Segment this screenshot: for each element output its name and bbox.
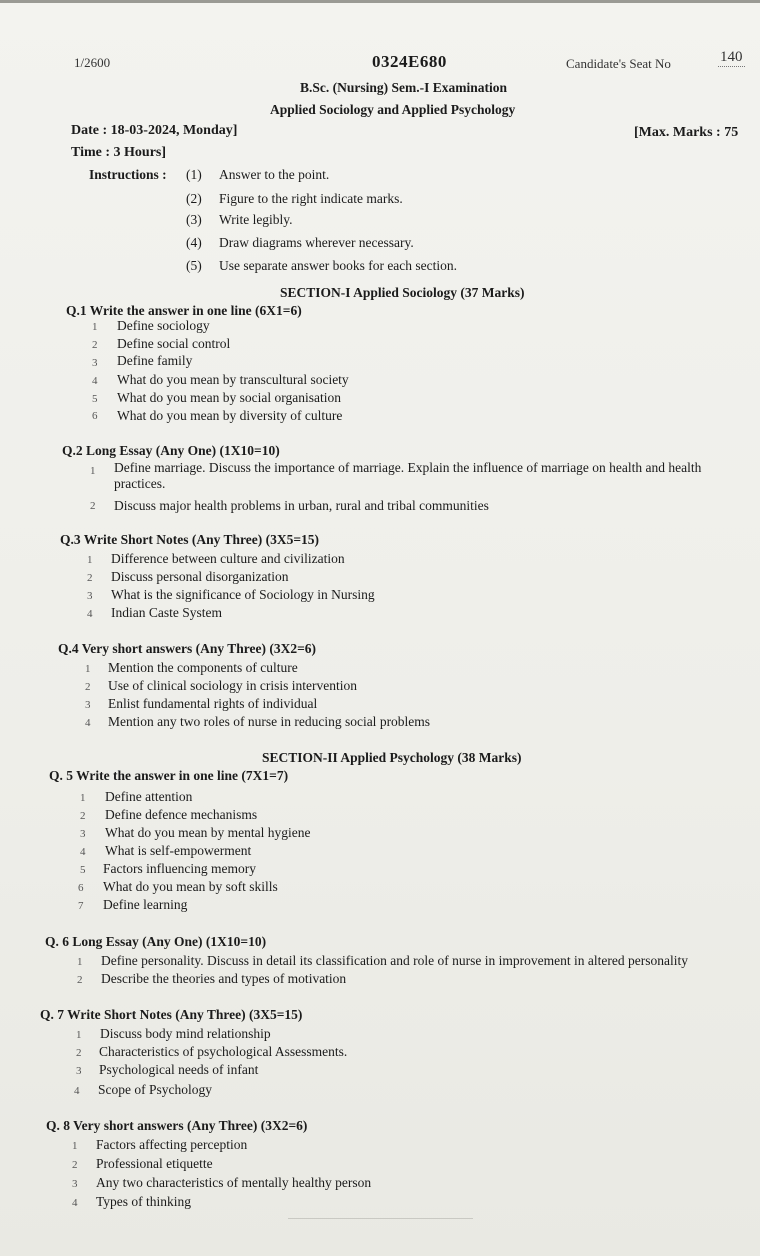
q1-item-6: What do you mean by diversity of culture bbox=[117, 408, 343, 423]
q4-item-4: Mention any two roles of nurse in reducing social problems bbox=[108, 714, 431, 729]
q8-item-1-num: 1 bbox=[72, 1140, 78, 1152]
q6-item-2-num: 2 bbox=[77, 974, 83, 986]
instruction-3: Write legibly. bbox=[219, 212, 293, 227]
q7-item-3: Psychological needs of infant bbox=[99, 1062, 259, 1077]
q4-item-1-num: 1 bbox=[85, 663, 91, 675]
q3-heading: Q.3 Write Short Notes (Any Three) (3X5=15) bbox=[60, 532, 320, 547]
q4-item-1: Mention the components of culture bbox=[108, 660, 298, 675]
q7-item-4-num: 4 bbox=[74, 1085, 80, 1097]
q2-item-1-num: 1 bbox=[90, 465, 96, 477]
q2-heading: Q.2 Long Essay (Any One) (1X10=10) bbox=[62, 443, 280, 458]
q8-item-2: Professional etiquette bbox=[96, 1156, 213, 1171]
q1-item-5: What do you mean by social organisation bbox=[117, 390, 341, 405]
q4-item-3: Enlist fundamental rights of individual bbox=[108, 696, 318, 711]
instruction-3-num: (3) bbox=[186, 212, 202, 227]
scan-edge bbox=[0, 0, 760, 3]
q7-item-1: Discuss body mind relationship bbox=[100, 1026, 271, 1041]
q2-item-1: Define marriage. Discuss the importance of marriage. Explain the influence of marriage on health and health practices. bbox=[114, 460, 702, 491]
q2-item-2-num: 2 bbox=[90, 500, 96, 512]
q1-item-2: Define social control bbox=[117, 336, 231, 351]
exam-date: Date : 18-03-2024, Monday] bbox=[71, 123, 238, 138]
q8-item-3: Any two characteristics of mentally healthy person bbox=[96, 1175, 372, 1190]
q5-item-1: Define attention bbox=[105, 789, 193, 804]
q1-item-2-num: 2 bbox=[92, 339, 98, 351]
q5-item-7-num: 7 bbox=[78, 900, 84, 912]
section-2-title: SECTION-II Applied Psychology (38 Marks) bbox=[262, 750, 522, 765]
q8-item-3-num: 3 bbox=[72, 1178, 78, 1190]
q3-item-1: Difference between culture and civilization bbox=[111, 551, 345, 566]
q3-item-3-num: 3 bbox=[87, 590, 93, 602]
q5-item-5-num: 5 bbox=[80, 864, 86, 876]
q7-heading: Q. 7 Write Short Notes (Any Three) (3X5=15) bbox=[40, 1007, 303, 1022]
q3-item-2: Discuss personal disorganization bbox=[111, 569, 289, 584]
q7-item-2: Characteristics of psychological Assessments. bbox=[99, 1044, 348, 1059]
instruction-1-num: (1) bbox=[186, 167, 202, 182]
q5-item-6-num: 6 bbox=[78, 882, 84, 894]
instruction-5-num: (5) bbox=[186, 258, 202, 273]
instruction-2-num: (2) bbox=[186, 191, 202, 206]
q3-item-3: What is the significance of Sociology in Nursing bbox=[111, 587, 375, 602]
q5-item-3: What do you mean by mental hygiene bbox=[105, 825, 311, 840]
seat-label: Candidate's Seat No bbox=[566, 56, 671, 71]
max-marks: [Max. Marks : 75 bbox=[634, 125, 739, 140]
q5-item-2: Define defence mechanisms bbox=[105, 807, 258, 822]
end-rule bbox=[288, 1218, 473, 1219]
q4-heading: Q.4 Very short answers (Any Three) (3X2=6) bbox=[58, 641, 317, 656]
q2-item-2: Discuss major health problems in urban, rural and tribal communities bbox=[114, 498, 489, 513]
subject-name: Applied Sociology and Applied Psychology bbox=[270, 102, 516, 117]
instruction-5: Use separate answer books for each section. bbox=[219, 258, 458, 273]
q7-item-4: Scope of Psychology bbox=[98, 1082, 212, 1097]
q5-heading: Q. 5 Write the answer in one line (7X1=7) bbox=[49, 768, 289, 783]
instruction-4: Draw diagrams wherever necessary. bbox=[219, 235, 414, 250]
q7-item-1-num: 1 bbox=[76, 1029, 82, 1041]
serial-number: 1/2600 bbox=[74, 55, 111, 70]
seat-number: 140 bbox=[720, 49, 743, 65]
instruction-4-num: (4) bbox=[186, 235, 202, 250]
q4-item-2: Use of clinical sociology in crisis intervention bbox=[108, 678, 357, 693]
q6-item-1: Define personality. Discuss in detail its classification and role of nurse in improvement in altered personality bbox=[101, 953, 688, 968]
q4-item-2-num: 2 bbox=[85, 681, 91, 693]
q3-item-2-num: 2 bbox=[87, 572, 93, 584]
paper-code: 0324E680 bbox=[372, 52, 447, 71]
q3-item-4: Indian Caste System bbox=[111, 605, 222, 620]
q7-item-2-num: 2 bbox=[76, 1047, 82, 1059]
q1-item-4-num: 4 bbox=[92, 375, 98, 387]
q3-item-4-num: 4 bbox=[87, 608, 93, 620]
q4-item-4-num: 4 bbox=[85, 717, 91, 729]
q5-item-5: Factors influencing memory bbox=[103, 861, 256, 876]
q4-item-3-num: 3 bbox=[85, 699, 91, 711]
q1-item-5-num: 5 bbox=[92, 393, 98, 405]
q5-item-2-num: 2 bbox=[80, 810, 86, 822]
q5-item-6: What do you mean by soft skills bbox=[103, 879, 278, 894]
q1-item-6-num: 6 bbox=[92, 410, 98, 422]
q1-heading: Q.1 Write the answer in one line (6X1=6) bbox=[66, 303, 302, 318]
exam-name: B.Sc. (Nursing) Sem.-I Examination bbox=[300, 80, 508, 95]
q5-item-7: Define learning bbox=[103, 897, 188, 912]
q5-item-1-num: 1 bbox=[80, 792, 86, 804]
q6-item-1-num: 1 bbox=[77, 956, 83, 968]
q1-item-3-num: 3 bbox=[92, 357, 98, 369]
instructions-label: Instructions : bbox=[89, 167, 167, 182]
q8-item-4-num: 4 bbox=[72, 1197, 78, 1209]
q7-item-3-num: 3 bbox=[76, 1065, 82, 1077]
q1-item-4: What do you mean by transcultural society bbox=[117, 372, 349, 387]
instruction-1: Answer to the point. bbox=[219, 167, 330, 182]
section-1-title: SECTION-I Applied Sociology (37 Marks) bbox=[280, 285, 525, 300]
q5-item-4: What is self-empowerment bbox=[105, 843, 252, 858]
q6-heading: Q. 6 Long Essay (Any One) (1X10=10) bbox=[45, 934, 267, 949]
exam-time: Time : 3 Hours] bbox=[71, 145, 167, 160]
q8-item-2-num: 2 bbox=[72, 1159, 78, 1171]
q6-item-2: Describe the theories and types of motivation bbox=[101, 971, 347, 986]
q3-item-1-num: 1 bbox=[87, 554, 93, 566]
q1-item-1: Define sociology bbox=[117, 318, 210, 333]
q8-item-1: Factors affecting perception bbox=[96, 1137, 248, 1152]
q1-item-1-num: 1 bbox=[92, 321, 98, 333]
q5-item-4-num: 4 bbox=[80, 846, 86, 858]
q1-item-3: Define family bbox=[117, 353, 193, 368]
instruction-2: Figure to the right indicate marks. bbox=[219, 191, 403, 206]
q8-item-4: Types of thinking bbox=[96, 1194, 192, 1209]
q8-heading: Q. 8 Very short answers (Any Three) (3X2=6) bbox=[46, 1118, 308, 1133]
q5-item-3-num: 3 bbox=[80, 828, 86, 840]
